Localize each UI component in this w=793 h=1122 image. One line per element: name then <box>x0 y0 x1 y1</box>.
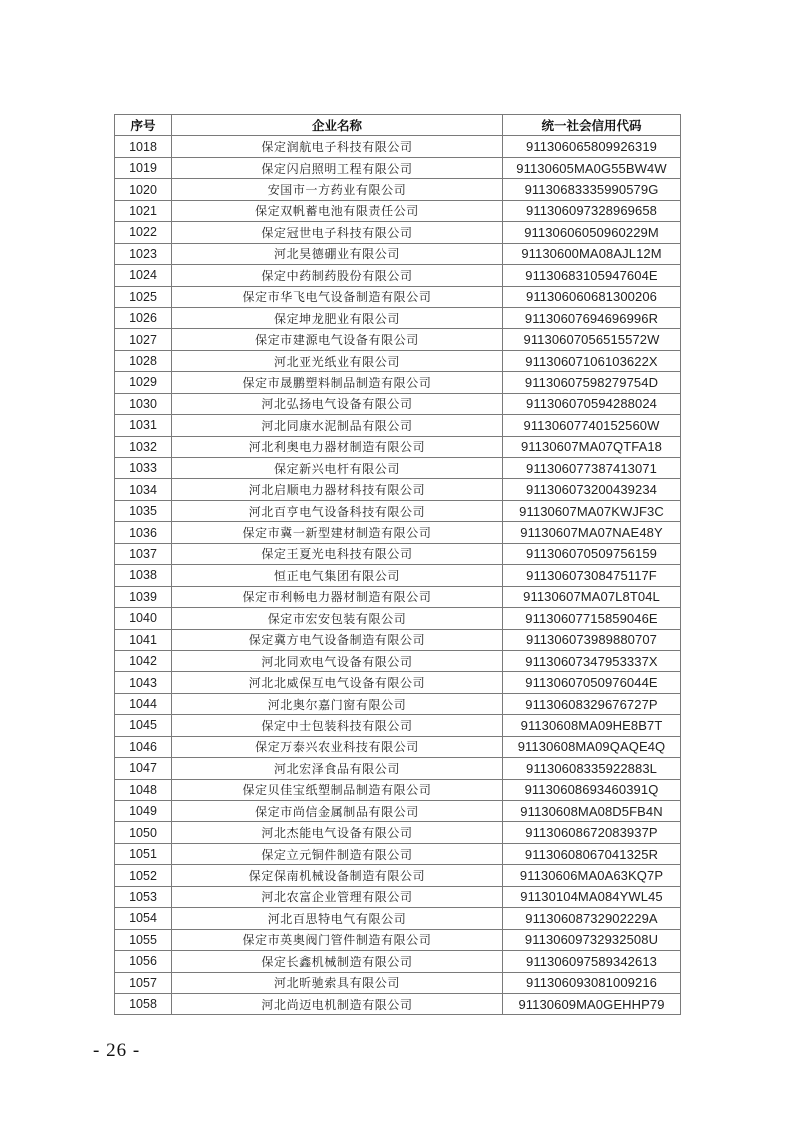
credit-code-cell: 91130600MA08AJL12M <box>503 243 681 264</box>
credit-code-cell: 91130608MA09HE8B7T <box>503 715 681 736</box>
serial-number-cell: 1023 <box>115 243 172 264</box>
serial-number-cell: 1034 <box>115 479 172 500</box>
serial-number-cell: 1018 <box>115 136 172 157</box>
credit-code-cell: 911306093081009216 <box>503 972 681 993</box>
company-name-cell: 保定坤龙肥业有限公司 <box>172 307 503 328</box>
table-row <box>115 758 681 779</box>
header-credit-code: 统一社会信用代码 <box>503 115 681 136</box>
page-number: - 26 - <box>93 1040 141 1061</box>
serial-number-cell: 1047 <box>115 758 172 779</box>
table-row <box>115 929 681 950</box>
credit-code-cell: 91130608329676727P <box>503 693 681 714</box>
credit-code-cell: 911306073200439234 <box>503 479 681 500</box>
serial-number-cell: 1019 <box>115 157 172 178</box>
table-row <box>115 608 681 629</box>
serial-number-cell: 1043 <box>115 672 172 693</box>
credit-code-cell: 91130608732902229A <box>503 908 681 929</box>
serial-number-cell: 1020 <box>115 179 172 200</box>
company-name-cell: 保定新兴电杆有限公司 <box>172 458 503 479</box>
company-name-cell: 保定长鑫机械制造有限公司 <box>172 951 503 972</box>
company-name-cell: 河北百亨电气设备科技有限公司 <box>172 500 503 521</box>
serial-number-cell: 1055 <box>115 929 172 950</box>
credit-code-cell: 91130607347953337X <box>503 650 681 671</box>
table-row <box>115 672 681 693</box>
credit-code-cell: 91130608693460391Q <box>503 779 681 800</box>
company-name-cell: 保定市晟鹏塑料制品制造有限公司 <box>172 372 503 393</box>
table-row <box>115 265 681 286</box>
company-name-cell: 河北启顺电力器材科技有限公司 <box>172 479 503 500</box>
serial-number-cell: 1030 <box>115 393 172 414</box>
credit-code-cell: 91130608067041325R <box>503 843 681 864</box>
table-row <box>115 136 681 157</box>
serial-number-cell: 1042 <box>115 650 172 671</box>
company-name-cell: 保定贝佳宝纸塑制品制造有限公司 <box>172 779 503 800</box>
table-row <box>115 543 681 564</box>
company-name-cell: 保定万泰兴农业科技有限公司 <box>172 736 503 757</box>
credit-code-cell: 91130607MA07QTFA18 <box>503 436 681 457</box>
company-name-cell: 保定市尚信金属制品有限公司 <box>172 801 503 822</box>
table-row <box>115 951 681 972</box>
credit-code-cell: 91130607694696996R <box>503 307 681 328</box>
serial-number-cell: 1031 <box>115 415 172 436</box>
company-name-cell: 保定市冀一新型建材制造有限公司 <box>172 522 503 543</box>
table-row <box>115 393 681 414</box>
company-name-cell: 保定王夏光电科技有限公司 <box>172 543 503 564</box>
company-name-cell: 保定冠世电子科技有限公司 <box>172 222 503 243</box>
table-row <box>115 372 681 393</box>
serial-number-cell: 1045 <box>115 715 172 736</box>
serial-number-cell: 1054 <box>115 908 172 929</box>
credit-code-cell: 91130607MA07KWJF3C <box>503 500 681 521</box>
company-name-cell: 保定市华飞电气设备制造有限公司 <box>172 286 503 307</box>
header-serial-number: 序号 <box>115 115 172 136</box>
company-name-cell: 河北奥尔嘉门窗有限公司 <box>172 693 503 714</box>
serial-number-cell: 1049 <box>115 801 172 822</box>
table-row <box>115 779 681 800</box>
table-row <box>115 715 681 736</box>
serial-number-cell: 1029 <box>115 372 172 393</box>
table-row <box>115 993 681 1014</box>
serial-number-cell: 1032 <box>115 436 172 457</box>
serial-number-cell: 1040 <box>115 608 172 629</box>
credit-code-cell: 91130607MA07NAE48Y <box>503 522 681 543</box>
table-row <box>115 522 681 543</box>
company-name-cell: 安国市一方药业有限公司 <box>172 179 503 200</box>
table-row <box>115 886 681 907</box>
table-header-row <box>115 115 681 136</box>
serial-number-cell: 1027 <box>115 329 172 350</box>
credit-code-cell: 91130607MA07L8T04L <box>503 586 681 607</box>
table-row <box>115 243 681 264</box>
table-row <box>115 329 681 350</box>
credit-code-cell: 91130605MA0G55BW4W <box>503 157 681 178</box>
company-name-cell: 河北百思特电气有限公司 <box>172 908 503 929</box>
table-row <box>115 222 681 243</box>
credit-code-cell: 911306060681300206 <box>503 286 681 307</box>
company-name-cell: 保定双帆蓄电池有限责任公司 <box>172 200 503 221</box>
credit-code-cell: 91130608MA08D5FB4N <box>503 801 681 822</box>
credit-code-cell: 91130607598279754D <box>503 372 681 393</box>
enterprise-table <box>114 114 681 1015</box>
company-name-cell: 河北尚迈电机制造有限公司 <box>172 993 503 1014</box>
credit-code-cell: 91130608335922883L <box>503 758 681 779</box>
company-name-cell: 河北同康水泥制品有限公司 <box>172 415 503 436</box>
table-row <box>115 693 681 714</box>
company-name-cell: 保定润航电子科技有限公司 <box>172 136 503 157</box>
credit-code-cell: 911306097589342613 <box>503 951 681 972</box>
serial-number-cell: 1037 <box>115 543 172 564</box>
table-row <box>115 458 681 479</box>
company-name-cell: 保定中药制药股份有限公司 <box>172 265 503 286</box>
serial-number-cell: 1051 <box>115 843 172 864</box>
serial-number-cell: 1046 <box>115 736 172 757</box>
company-name-cell: 河北农富企业管理有限公司 <box>172 886 503 907</box>
credit-code-cell: 91130609MA0GEHHP79 <box>503 993 681 1014</box>
table-row <box>115 865 681 886</box>
serial-number-cell: 1022 <box>115 222 172 243</box>
table-row <box>115 500 681 521</box>
serial-number-cell: 1028 <box>115 350 172 371</box>
serial-number-cell: 1058 <box>115 993 172 1014</box>
company-name-cell: 河北昕驰索具有限公司 <box>172 972 503 993</box>
header-company-name: 企业名称 <box>172 115 503 136</box>
serial-number-cell: 1033 <box>115 458 172 479</box>
table-row <box>115 629 681 650</box>
company-name-cell: 保定中士包装科技有限公司 <box>172 715 503 736</box>
serial-number-cell: 1052 <box>115 865 172 886</box>
table-row <box>115 736 681 757</box>
credit-code-cell: 91130607050976044E <box>503 672 681 693</box>
table-body <box>115 136 681 1015</box>
credit-code-cell: 91130607715859046E <box>503 608 681 629</box>
serial-number-cell: 1039 <box>115 586 172 607</box>
table-row <box>115 307 681 328</box>
table-row <box>115 157 681 178</box>
company-name-cell: 河北弘扬电气设备有限公司 <box>172 393 503 414</box>
table-row <box>115 350 681 371</box>
credit-code-cell: 91130606MA0A63KQ7P <box>503 865 681 886</box>
company-name-cell: 河北北威保互电气设备有限公司 <box>172 672 503 693</box>
table-row <box>115 972 681 993</box>
serial-number-cell: 1026 <box>115 307 172 328</box>
table-row <box>115 436 681 457</box>
serial-number-cell: 1025 <box>115 286 172 307</box>
table-row <box>115 179 681 200</box>
table-row <box>115 200 681 221</box>
company-name-cell: 保定立元铜件制造有限公司 <box>172 843 503 864</box>
company-name-cell: 河北杰能电气设备有限公司 <box>172 822 503 843</box>
serial-number-cell: 1041 <box>115 629 172 650</box>
serial-number-cell: 1021 <box>115 200 172 221</box>
company-name-cell: 河北亚光纸业有限公司 <box>172 350 503 371</box>
serial-number-cell: 1050 <box>115 822 172 843</box>
credit-code-cell: 91130683105947604E <box>503 265 681 286</box>
credit-code-cell: 91130606050960229M <box>503 222 681 243</box>
credit-code-cell: 91130607308475117F <box>503 565 681 586</box>
serial-number-cell: 1036 <box>115 522 172 543</box>
company-name-cell: 保定市英奥阀门管件制造有限公司 <box>172 929 503 950</box>
credit-code-cell: 911306070594288024 <box>503 393 681 414</box>
company-name-cell: 保定冀方电气设备制造有限公司 <box>172 629 503 650</box>
company-name-cell: 河北利奥电力器材制造有限公司 <box>172 436 503 457</box>
table-row <box>115 565 681 586</box>
table-row <box>115 843 681 864</box>
serial-number-cell: 1048 <box>115 779 172 800</box>
company-name-cell: 恒正电气集团有限公司 <box>172 565 503 586</box>
credit-code-cell: 91130608672083937P <box>503 822 681 843</box>
table-row <box>115 801 681 822</box>
credit-code-cell: 911306070509756159 <box>503 543 681 564</box>
serial-number-cell: 1035 <box>115 500 172 521</box>
table-row <box>115 479 681 500</box>
credit-code-cell: 91130608MA09QAQE4Q <box>503 736 681 757</box>
company-name-cell: 河北同欢电气设备有限公司 <box>172 650 503 671</box>
company-name-cell: 保定市建源电气设备有限公司 <box>172 329 503 350</box>
credit-code-cell: 91130607106103622X <box>503 350 681 371</box>
table-row <box>115 822 681 843</box>
credit-code-cell: 91130607056515572W <box>503 329 681 350</box>
serial-number-cell: 1038 <box>115 565 172 586</box>
credit-code-cell: 911306077387413071 <box>503 458 681 479</box>
company-name-cell: 保定闪启照明工程有限公司 <box>172 157 503 178</box>
company-name-cell: 保定保南机械设备制造有限公司 <box>172 865 503 886</box>
serial-number-cell: 1044 <box>115 693 172 714</box>
credit-code-cell: 911306073989880707 <box>503 629 681 650</box>
credit-code-cell: 91130609732932508U <box>503 929 681 950</box>
credit-code-cell: 911306097328969658 <box>503 200 681 221</box>
credit-code-cell: 91130104MA084YWL45 <box>503 886 681 907</box>
table-row <box>115 415 681 436</box>
serial-number-cell: 1056 <box>115 951 172 972</box>
serial-number-cell: 1057 <box>115 972 172 993</box>
table-row <box>115 586 681 607</box>
table-row <box>115 650 681 671</box>
company-name-cell: 保定市宏安包装有限公司 <box>172 608 503 629</box>
credit-code-cell: 911306065809926319 <box>503 136 681 157</box>
enterprise-table-container <box>114 114 680 1015</box>
serial-number-cell: 1024 <box>115 265 172 286</box>
serial-number-cell: 1053 <box>115 886 172 907</box>
credit-code-cell: 91130607740152560W <box>503 415 681 436</box>
credit-code-cell: 91130683335990579G <box>503 179 681 200</box>
table-row <box>115 908 681 929</box>
table-row <box>115 286 681 307</box>
company-name-cell: 河北宏泽食品有限公司 <box>172 758 503 779</box>
company-name-cell: 保定市利畅电力器材制造有限公司 <box>172 586 503 607</box>
company-name-cell: 河北昊德硼业有限公司 <box>172 243 503 264</box>
